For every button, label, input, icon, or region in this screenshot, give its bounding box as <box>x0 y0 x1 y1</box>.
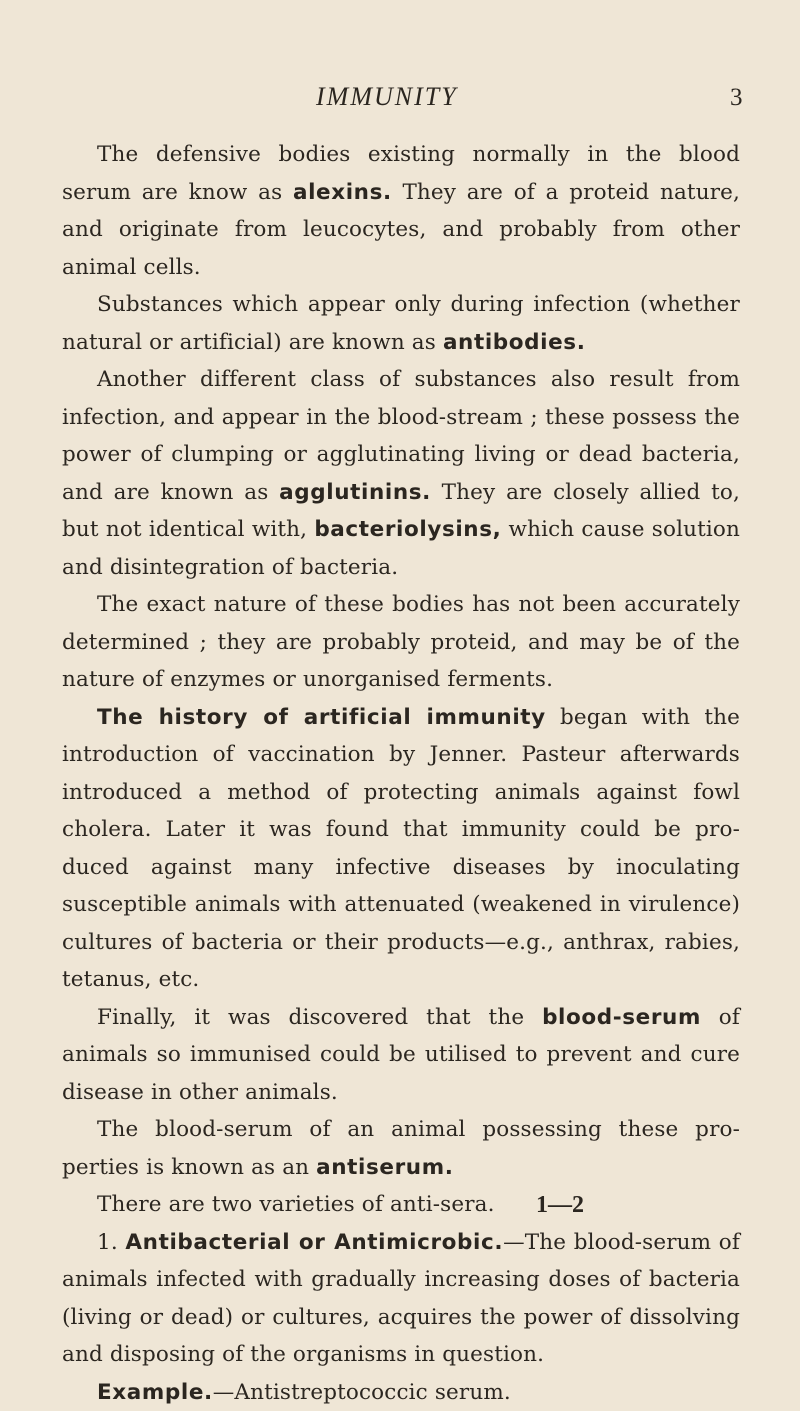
paragraph-agglutinins: Another different class of substances also result from infection, and appear in the blood-stream ; these possess the power of clumping or agglutinating living or dead bacteria, and are known as agglutinins. They are closely allied to, but not identical with, bacteriolysins, which cause solution and disintegration of bacteria. <box>62 361 740 586</box>
paragraph-antibodies: Substances which appear only during infection (whether natural or artificial) are known as antibodies. <box>62 286 740 361</box>
paragraph-antiserum: The blood-serum of an animal possessing these pro-perties is known as an antiserum. <box>62 1111 740 1186</box>
term-antiserum: antiserum. <box>316 1155 453 1180</box>
term-bacteriolysins: bacteriolysins, <box>314 517 501 542</box>
paragraph-alexins: The defensive bodies existing normally in the blood serum are know as alexins. They are of a proteid nature, and originate from leucocytes, and probably from other animal cells. <box>62 136 740 286</box>
signature-mark: 1—2 <box>536 1192 584 1219</box>
term-antibodies: antibodies. <box>443 330 586 355</box>
paragraph-example: Example.—Antistreptococcic serum. <box>62 1374 740 1411</box>
term-history: The history of artificial immunity <box>97 705 546 730</box>
term-example: Example. <box>97 1380 213 1405</box>
paragraph-varieties: There are two varieties of anti-sera. <box>62 1186 740 1224</box>
body-text <box>62 136 740 1411</box>
paragraph-history: The history of artificial immunity began with the introduction of vaccination by Jenner. Pasteur afterwards introduced a method of protecting animals against fowl cholera. Later it was found that immunity could be pro-duced against many infective diseases by inoculating susceptible animals with attenuated (weakened in virulence) cultures of bacteria or their products—e.g., anthrax, rabies, tetanus, etc. <box>62 699 740 999</box>
term-agglutinins: agglutinins. <box>279 480 431 505</box>
term-alexins: alexins. <box>293 180 392 205</box>
term-blood-serum: blood-serum <box>542 1005 701 1030</box>
running-title: IMMUNITY <box>316 82 458 112</box>
page-header <box>0 82 800 122</box>
paragraph-exact-nature: The exact nature of these bodies has not been accurately determined ; they are probably proteid, and may be of the nature of enzymes or unorganised ferments. <box>62 586 740 699</box>
term-antibacterial: Antibacterial or Antimicrobic. <box>125 1230 503 1255</box>
paragraph-antibacterial: 1. Antibacterial or Antimicrobic.—The blood-serum of animals infected with gradually increasing doses of bacteria (living or dead) or cultures, acquires the power of dissolving and disposing of the organisms in question. <box>62 1224 740 1374</box>
paragraph-blood-serum: Finally, it was discovered that the blood-serum of animals so immunised could be utilised to prevent and cure disease in other animals. <box>62 999 740 1112</box>
page-number: 3 <box>730 84 743 112</box>
